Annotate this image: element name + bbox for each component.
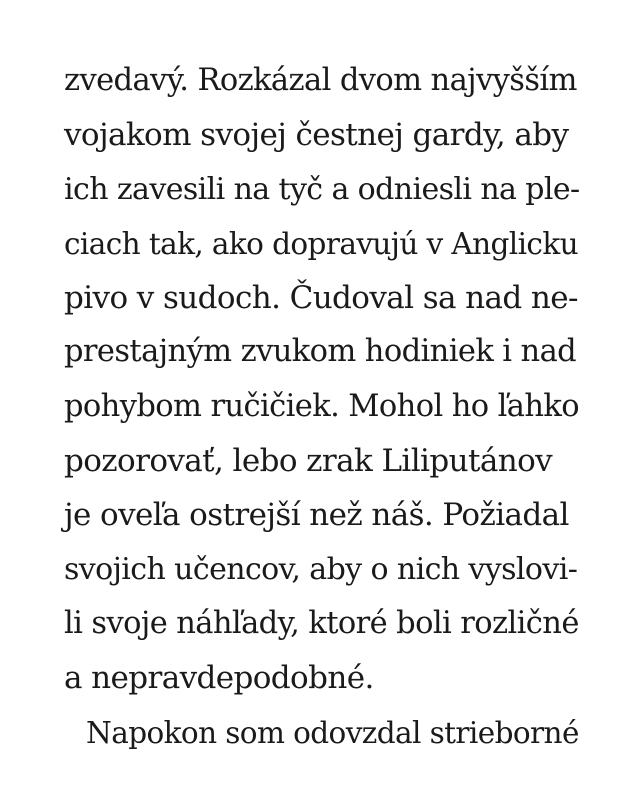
text-line: pivo v sudoch. Čudoval sa nad ne- (64, 280, 578, 317)
text-line: ich zavesili na tyč a odniesli na ple- (64, 171, 580, 207)
text-line: pozorovať, lebo zrak Liliputánov (64, 443, 553, 480)
text-line: svojich učencov, aby o nich vyslovi- (64, 551, 578, 587)
text-line: zvedavý. Rozkázal dvom najvyšším (64, 63, 577, 98)
body-text (64, 54, 584, 760)
text-line: prestajným zvukom hodiniek i nad (64, 334, 577, 370)
text-line: je oveľa ostrejší než náš. Požiadal (64, 497, 569, 534)
text-line: ciach tak, ako dopravujú v Anglicku (64, 226, 579, 261)
text-line: pohybom ručičiek. Mohol ho ľahko (64, 388, 580, 424)
text-line: li svoje náhľady, ktoré boli rozličné (64, 605, 579, 641)
text-line: vojakom svojej čestnej gardy, aby (64, 117, 569, 154)
text-line: a nepravdepodobné. (64, 660, 374, 697)
paragraph-start-line: Napokon som odovzdal strieborné (86, 715, 579, 750)
